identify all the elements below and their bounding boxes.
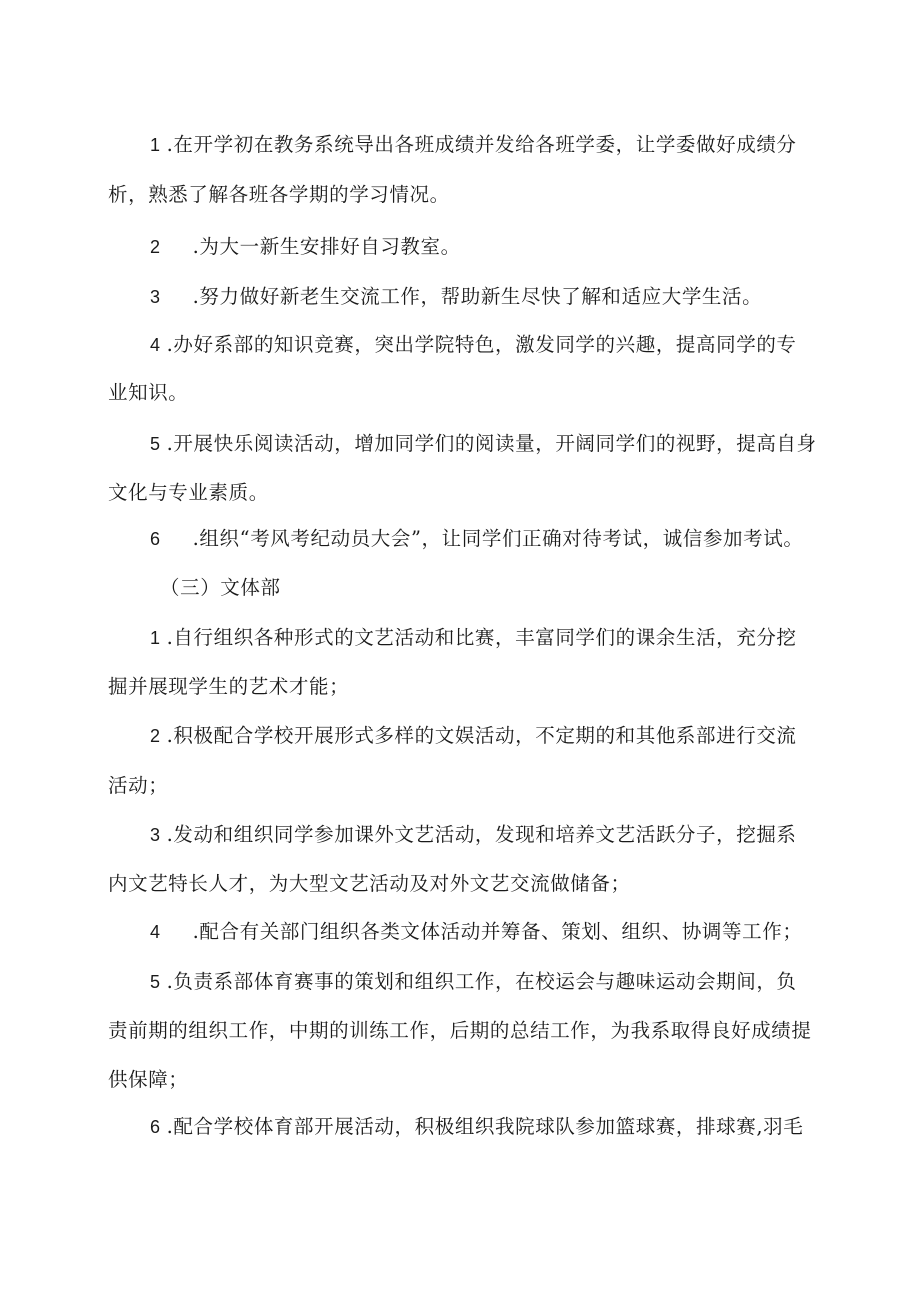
item-number: 6 [150,529,161,549]
list-item-a1-line1: 1 .在开学初在教务系统导出各班成绩并发给各班学委，让学委做好成绩分 [150,133,797,156]
list-item-a6: 6 .组织“考风考纪动员大会”，让同学们正确对待考试，诚信参加考试。 [150,527,804,550]
item-number: 5 [150,972,161,992]
item-number: 5 [150,434,161,454]
list-item-b3-line1: 3 .发动和组织同学参加课外文艺活动，发现和培养文艺活跃分子，挖掘系 [150,823,797,846]
list-item-a1-line2: 析，熟悉了解各班各学期的学习情况。 [108,183,450,206]
list-item-b1-line2: 掘并展现学生的艺术才能； [108,675,350,698]
item-number: 4 [150,335,161,355]
item-number: 2 [150,237,161,257]
list-item-b5-line1: 5 .负责系部体育赛事的策划和组织工作，在校运会与趣味运动会期间，负 [150,970,797,993]
item-number: 1 [150,135,161,155]
item-number: 4 [150,922,161,942]
list-item-a5-line1: 5 .开展快乐阅读活动，增加同学们的阅读量，开阔同学们的视野，提高自身 [150,432,817,455]
list-item-a5-line2: 文化与专业素质。 [108,481,269,504]
section-heading: （三）文体部 [160,576,281,599]
item-number: 3 [150,287,161,307]
list-item-a3: 3 .努力做好新老生交流工作，帮助新生尽快了解和适应大学生活。 [150,285,763,308]
item-number: 6 [150,1117,161,1137]
list-item-b2-line1: 2 .积极配合学校开展形式多样的文娱活动，不定期的和其他系部进行交流 [150,724,797,747]
list-item-a4-line2: 业知识。 [108,381,189,404]
item-number: 3 [150,825,161,845]
list-item-b4: 4 .配合有关部门组织各类文体活动并筹备、策划、组织、协调等工作； [150,920,803,943]
list-item-b5-line3: 供保障； [108,1068,189,1091]
list-item-b2-line2: 活动； [108,774,169,797]
item-number: 1 [150,628,161,648]
list-item-a2: 2 .为大一新生安排好自习教室。 [150,235,461,258]
list-item-b3-line2: 内文艺特长人才，为大型文艺活动及对外文艺交流做储备； [108,872,631,895]
list-item-b5-line2: 责前期的组织工作，中期的训练工作，后期的总结工作，为我系取得良好成绩提 [108,1019,812,1042]
list-item-b1-line1: 1 .自行组织各种形式的文艺活动和比赛，丰富同学们的课余生活，充分挖 [150,626,797,649]
list-item-b6-line1: 6 .配合学校体育部开展活动，积极组织我院球队参加篮球赛，排球赛,羽毛 [150,1115,804,1138]
item-number: 2 [150,726,161,746]
list-item-a4-line1: 4 .办好系部的知识竞赛，突出学院特色，激发同学的兴趣，提高同学的专 [150,333,797,356]
